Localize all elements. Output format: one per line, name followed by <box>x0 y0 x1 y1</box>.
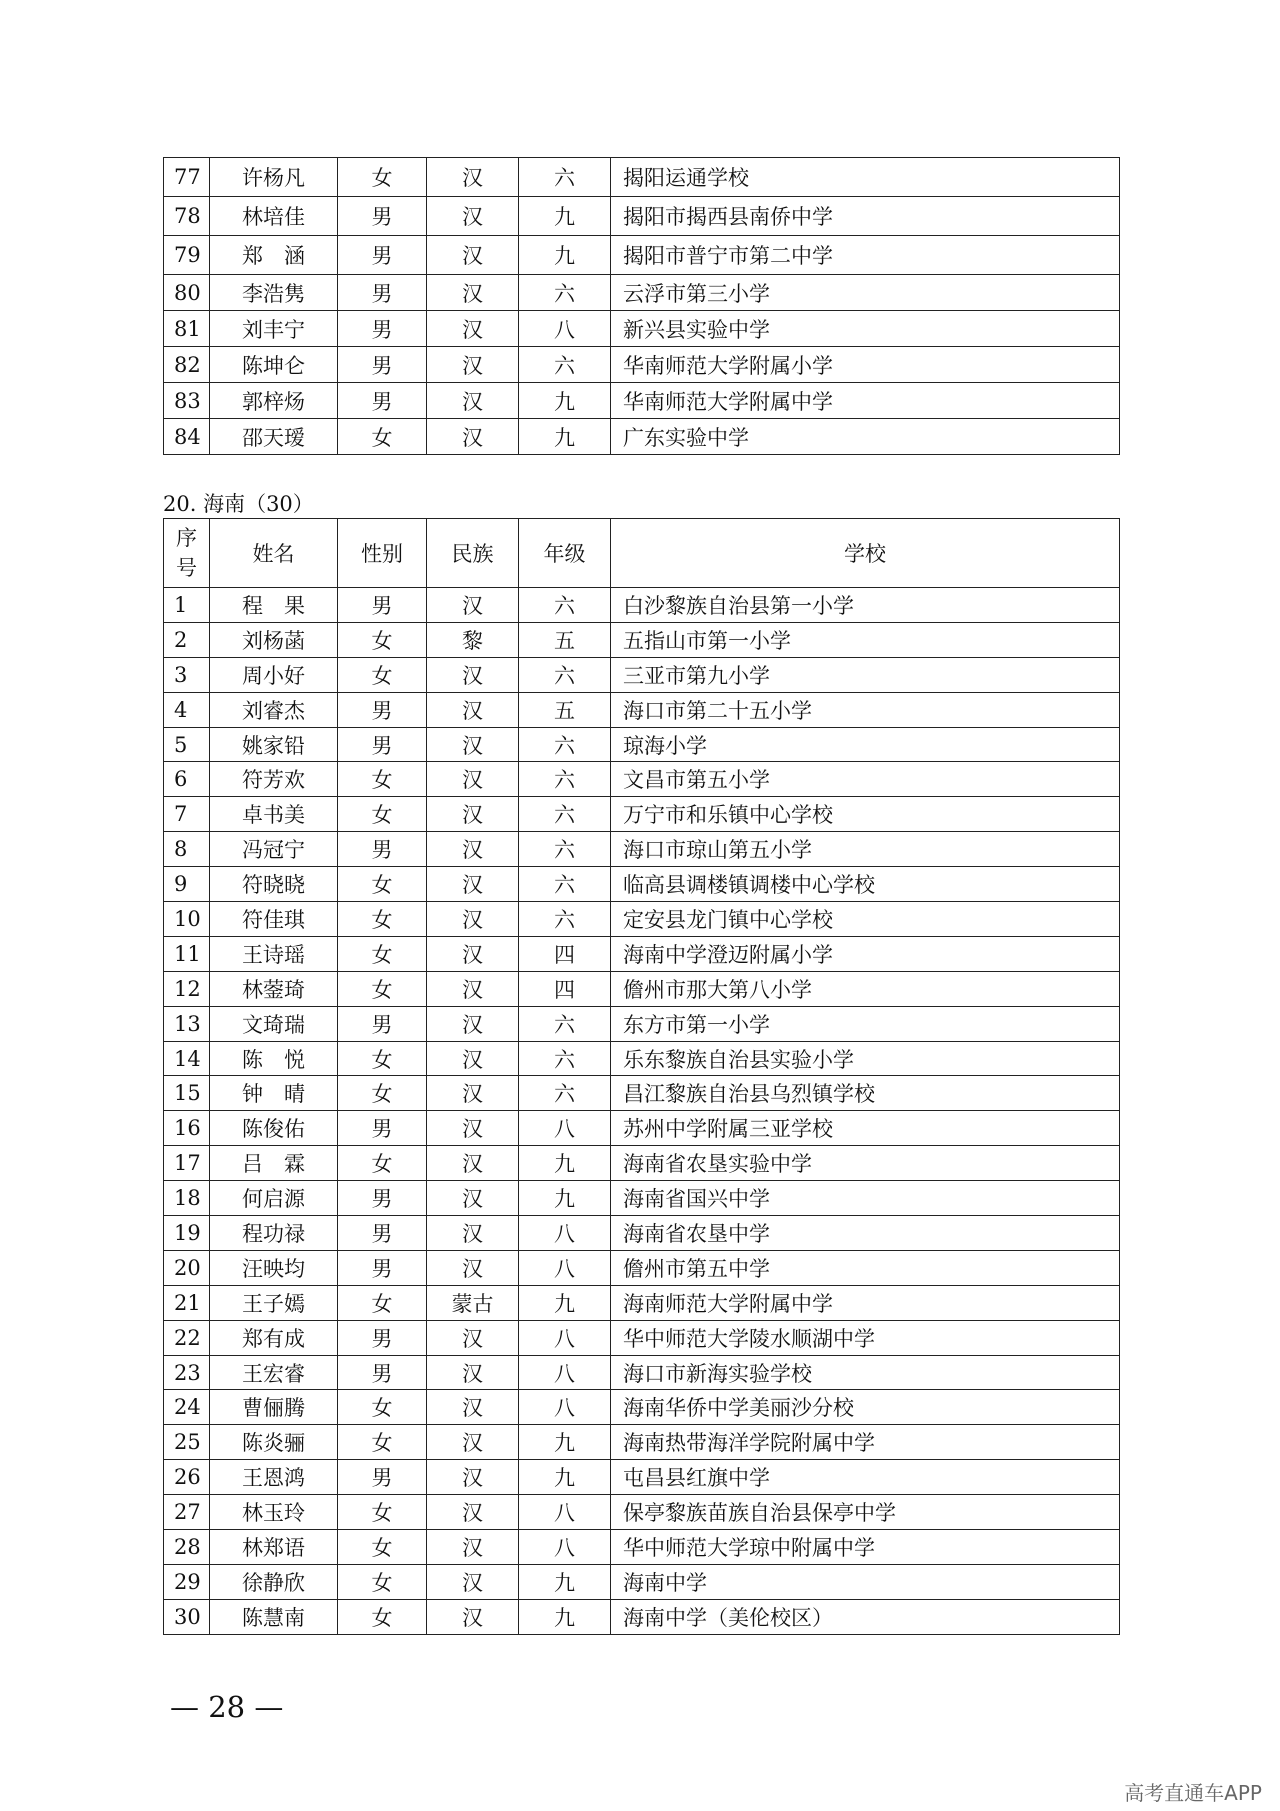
cell-number: 29 <box>164 1564 210 1599</box>
table-row <box>164 1530 1120 1565</box>
table-row <box>164 1460 1120 1495</box>
cell-number: 83 <box>164 383 210 419</box>
table-row <box>164 347 1120 383</box>
cell-number: 15 <box>164 1076 210 1111</box>
section-title: 20. 海南（30） <box>163 492 314 516</box>
cell-name: 郑有成 <box>210 1320 338 1355</box>
cell-name: 林蓥琦 <box>210 971 338 1006</box>
cell-school: 定安县龙门镇中心学校 <box>611 902 1120 937</box>
cell-number: 11 <box>164 936 210 971</box>
cell-number: 19 <box>164 1216 210 1251</box>
cell-gender: 男 <box>338 236 427 275</box>
cell-gender: 男 <box>338 383 427 419</box>
cell-grade: 六 <box>519 902 611 937</box>
cell-grade: 九 <box>519 1599 611 1634</box>
cell-name: 王子嫣 <box>210 1285 338 1320</box>
table-row <box>164 1216 1120 1251</box>
table-row <box>164 197 1120 236</box>
table-row <box>164 1320 1120 1355</box>
cell-number: 78 <box>164 197 210 236</box>
table-row <box>164 1564 1120 1599</box>
cell-grade: 九 <box>519 1146 611 1181</box>
cell-ethnicity: 汉 <box>427 158 519 197</box>
cell-grade: 六 <box>519 832 611 867</box>
cell-name: 林培佳 <box>210 197 338 236</box>
cell-gender: 女 <box>338 867 427 902</box>
cell-name: 汪映均 <box>210 1250 338 1285</box>
table-row <box>164 275 1120 311</box>
cell-grade: 八 <box>519 311 611 347</box>
cell-grade: 九 <box>519 1181 611 1216</box>
table-row <box>164 1006 1120 1041</box>
cell-grade: 六 <box>519 347 611 383</box>
cell-name: 李浩隽 <box>210 275 338 311</box>
cell-grade: 六 <box>519 1041 611 1076</box>
cell-name: 周小好 <box>210 657 338 692</box>
cell-name: 陈炎骊 <box>210 1425 338 1460</box>
cell-ethnicity: 汉 <box>427 727 519 762</box>
cell-school: 屯昌县红旗中学 <box>611 1460 1120 1495</box>
cell-gender: 女 <box>338 797 427 832</box>
cell-number: 17 <box>164 1146 210 1181</box>
cell-grade: 九 <box>519 236 611 275</box>
cell-name: 刘丰宁 <box>210 311 338 347</box>
cell-grade: 九 <box>519 1285 611 1320</box>
table-row <box>164 1285 1120 1320</box>
cell-school: 临高县调楼镇调楼中心学校 <box>611 867 1120 902</box>
cell-grade: 四 <box>519 971 611 1006</box>
cell-grade: 六 <box>519 275 611 311</box>
cell-ethnicity: 汉 <box>427 1599 519 1634</box>
table-row <box>164 1495 1120 1530</box>
table-row <box>164 1425 1120 1460</box>
cell-gender: 男 <box>338 275 427 311</box>
cell-grade: 九 <box>519 419 611 455</box>
cell-number: 16 <box>164 1111 210 1146</box>
cell-ethnicity: 汉 <box>427 1146 519 1181</box>
cell-name: 程 果 <box>210 588 338 623</box>
hainan-table-body <box>164 588 1120 1635</box>
cell-grade: 四 <box>519 936 611 971</box>
table-row <box>164 622 1120 657</box>
cell-name: 钟 晴 <box>210 1076 338 1111</box>
cell-number: 12 <box>164 971 210 1006</box>
cell-grade: 六 <box>519 158 611 197</box>
cell-grade: 六 <box>519 657 611 692</box>
cell-gender: 女 <box>338 1599 427 1634</box>
cell-grade: 八 <box>519 1320 611 1355</box>
cell-gender: 女 <box>338 1564 427 1599</box>
cell-ethnicity: 汉 <box>427 797 519 832</box>
cell-school: 昌江黎族自治县乌烈镇学校 <box>611 1076 1120 1111</box>
cell-name: 何启源 <box>210 1181 338 1216</box>
cell-gender: 男 <box>338 1181 427 1216</box>
cell-gender: 女 <box>338 1495 427 1530</box>
hainan-students-table <box>163 518 1120 1635</box>
cell-ethnicity: 汉 <box>427 588 519 623</box>
cell-ethnicity: 汉 <box>427 1111 519 1146</box>
header-name: 姓名 <box>210 519 338 588</box>
cell-number: 30 <box>164 1599 210 1634</box>
cell-school: 海南省农垦实验中学 <box>611 1146 1120 1181</box>
cell-grade: 八 <box>519 1216 611 1251</box>
table-row <box>164 1041 1120 1076</box>
cell-school: 海南师范大学附属中学 <box>611 1285 1120 1320</box>
cell-ethnicity: 汉 <box>427 1564 519 1599</box>
cell-ethnicity: 汉 <box>427 1530 519 1565</box>
header-grade: 年级 <box>519 519 611 588</box>
cell-name: 卓书美 <box>210 797 338 832</box>
table-row <box>164 158 1120 197</box>
cell-number: 6 <box>164 762 210 797</box>
cell-ethnicity: 汉 <box>427 1495 519 1530</box>
cell-school: 揭阳市揭西县南侨中学 <box>611 197 1120 236</box>
cell-ethnicity: 汉 <box>427 1320 519 1355</box>
header-ethnicity: 民族 <box>427 519 519 588</box>
cell-grade: 九 <box>519 1564 611 1599</box>
cell-ethnicity: 汉 <box>427 1216 519 1251</box>
cell-number: 77 <box>164 158 210 197</box>
cell-gender: 女 <box>338 1390 427 1425</box>
table-row <box>164 902 1120 937</box>
table-row <box>164 692 1120 727</box>
cell-grade: 八 <box>519 1530 611 1565</box>
cell-gender: 女 <box>338 1041 427 1076</box>
cell-number: 23 <box>164 1355 210 1390</box>
cell-number: 14 <box>164 1041 210 1076</box>
table-row <box>164 867 1120 902</box>
cell-name: 符芳欢 <box>210 762 338 797</box>
cell-school: 海南省国兴中学 <box>611 1181 1120 1216</box>
table-row <box>164 1390 1120 1425</box>
cell-gender: 女 <box>338 1530 427 1565</box>
cell-ethnicity: 汉 <box>427 1355 519 1390</box>
cell-school: 云浮市第三小学 <box>611 275 1120 311</box>
cell-number: 20 <box>164 1250 210 1285</box>
cell-ethnicity: 汉 <box>427 1076 519 1111</box>
cell-school: 华南师范大学附属中学 <box>611 383 1120 419</box>
cell-name: 许杨凡 <box>210 158 338 197</box>
cell-gender: 男 <box>338 1216 427 1251</box>
header-number-line1: 序 <box>176 526 197 550</box>
cell-grade: 六 <box>519 867 611 902</box>
cell-school: 海南中学（美伦校区） <box>611 1599 1120 1634</box>
cell-ethnicity: 汉 <box>427 311 519 347</box>
cell-number: 8 <box>164 832 210 867</box>
cell-grade: 八 <box>519 1495 611 1530</box>
cell-grade: 八 <box>519 1355 611 1390</box>
cell-number: 82 <box>164 347 210 383</box>
cell-grade: 五 <box>519 692 611 727</box>
cell-school: 海南中学 <box>611 1564 1120 1599</box>
cell-number: 4 <box>164 692 210 727</box>
cell-name: 林玉玲 <box>210 1495 338 1530</box>
cell-gender: 男 <box>338 1250 427 1285</box>
table-row <box>164 762 1120 797</box>
cell-number: 9 <box>164 867 210 902</box>
cell-school: 新兴县实验中学 <box>611 311 1120 347</box>
cell-gender: 男 <box>338 1355 427 1390</box>
cell-name: 符佳琪 <box>210 902 338 937</box>
table-row <box>164 1076 1120 1111</box>
cell-ethnicity: 汉 <box>427 1041 519 1076</box>
cell-name: 林郑语 <box>210 1530 338 1565</box>
cell-number: 7 <box>164 797 210 832</box>
cell-school: 白沙黎族自治县第一小学 <box>611 588 1120 623</box>
table-row <box>164 419 1120 455</box>
cell-number: 79 <box>164 236 210 275</box>
cell-ethnicity: 汉 <box>427 867 519 902</box>
cell-school: 华中师范大学陵水顺湖中学 <box>611 1320 1120 1355</box>
cell-gender: 女 <box>338 1076 427 1111</box>
cell-grade: 六 <box>519 762 611 797</box>
cell-name: 冯冠宁 <box>210 832 338 867</box>
table-row <box>164 588 1120 623</box>
cell-grade: 八 <box>519 1390 611 1425</box>
table-header-row <box>164 519 1120 588</box>
cell-gender: 男 <box>338 588 427 623</box>
cell-school: 海口市琼山第五小学 <box>611 832 1120 867</box>
cell-gender: 男 <box>338 197 427 236</box>
cell-gender: 女 <box>338 902 427 937</box>
cell-ethnicity: 汉 <box>427 1425 519 1460</box>
cell-name: 郭梓炀 <box>210 383 338 419</box>
header-school: 学校 <box>611 519 1120 588</box>
table-row <box>164 727 1120 762</box>
cell-school: 乐东黎族自治县实验小学 <box>611 1041 1120 1076</box>
cell-grade: 九 <box>519 197 611 236</box>
cell-school: 海南省农垦中学 <box>611 1216 1120 1251</box>
cell-grade: 六 <box>519 588 611 623</box>
students-table-body <box>164 158 1120 455</box>
cell-school: 东方市第一小学 <box>611 1006 1120 1041</box>
cell-gender: 男 <box>338 832 427 867</box>
cell-name: 陈慧南 <box>210 1599 338 1634</box>
cell-school: 万宁市和乐镇中心学校 <box>611 797 1120 832</box>
table-row <box>164 1181 1120 1216</box>
cell-name: 陈坤仑 <box>210 347 338 383</box>
watermark: 高考直通车APP <box>1124 1781 1262 1805</box>
page-number: — 28 — <box>170 1690 284 1724</box>
cell-school: 三亚市第九小学 <box>611 657 1120 692</box>
cell-name: 郑 涵 <box>210 236 338 275</box>
cell-grade: 六 <box>519 1006 611 1041</box>
cell-gender: 男 <box>338 727 427 762</box>
cell-grade: 八 <box>519 1111 611 1146</box>
table-row <box>164 236 1120 275</box>
cell-ethnicity: 汉 <box>427 1006 519 1041</box>
cell-number: 10 <box>164 902 210 937</box>
cell-grade: 六 <box>519 1076 611 1111</box>
cell-name: 徐静欣 <box>210 1564 338 1599</box>
students-table-continued <box>163 157 1120 455</box>
header-number <box>164 519 210 588</box>
cell-ethnicity: 汉 <box>427 347 519 383</box>
cell-ethnicity: 汉 <box>427 936 519 971</box>
cell-number: 21 <box>164 1285 210 1320</box>
cell-number: 3 <box>164 657 210 692</box>
cell-gender: 女 <box>338 936 427 971</box>
cell-number: 13 <box>164 1006 210 1041</box>
cell-number: 80 <box>164 275 210 311</box>
cell-grade: 五 <box>519 622 611 657</box>
cell-school: 海口市第二十五小学 <box>611 692 1120 727</box>
cell-ethnicity: 汉 <box>427 902 519 937</box>
table-row <box>164 657 1120 692</box>
cell-school: 海南华侨中学美丽沙分校 <box>611 1390 1120 1425</box>
table-row <box>164 383 1120 419</box>
cell-name: 刘杨菡 <box>210 622 338 657</box>
table-row <box>164 832 1120 867</box>
cell-number: 5 <box>164 727 210 762</box>
cell-ethnicity: 汉 <box>427 657 519 692</box>
cell-school: 文昌市第五小学 <box>611 762 1120 797</box>
cell-gender: 男 <box>338 311 427 347</box>
cell-number: 18 <box>164 1181 210 1216</box>
cell-name: 吕 霖 <box>210 1146 338 1181</box>
cell-number: 81 <box>164 311 210 347</box>
cell-school: 揭阳市普宁市第二中学 <box>611 236 1120 275</box>
cell-school: 海南热带海洋学院附属中学 <box>611 1425 1120 1460</box>
table-row <box>164 971 1120 1006</box>
cell-grade: 九 <box>519 383 611 419</box>
cell-school: 保亭黎族苗族自治县保亭中学 <box>611 1495 1120 1530</box>
cell-gender: 女 <box>338 1425 427 1460</box>
cell-ethnicity: 汉 <box>427 1390 519 1425</box>
cell-number: 22 <box>164 1320 210 1355</box>
cell-number: 2 <box>164 622 210 657</box>
cell-ethnicity: 汉 <box>427 419 519 455</box>
cell-name: 王恩鸿 <box>210 1460 338 1495</box>
cell-school: 五指山市第一小学 <box>611 622 1120 657</box>
cell-grade: 六 <box>519 727 611 762</box>
cell-gender: 女 <box>338 1285 427 1320</box>
cell-ethnicity: 黎 <box>427 622 519 657</box>
cell-school: 揭阳运通学校 <box>611 158 1120 197</box>
cell-gender: 男 <box>338 347 427 383</box>
cell-gender: 女 <box>338 971 427 1006</box>
cell-number: 26 <box>164 1460 210 1495</box>
cell-ethnicity: 汉 <box>427 971 519 1006</box>
cell-ethnicity: 汉 <box>427 1250 519 1285</box>
cell-ethnicity: 汉 <box>427 832 519 867</box>
cell-school: 儋州市第五中学 <box>611 1250 1120 1285</box>
table-row <box>164 1111 1120 1146</box>
table-row <box>164 936 1120 971</box>
cell-gender: 男 <box>338 1460 427 1495</box>
cell-ethnicity: 汉 <box>427 275 519 311</box>
cell-name: 文琦瑞 <box>210 1006 338 1041</box>
cell-name: 陈 悦 <box>210 1041 338 1076</box>
cell-name: 程功禄 <box>210 1216 338 1251</box>
cell-number: 25 <box>164 1425 210 1460</box>
header-number-line2: 号 <box>176 556 197 580</box>
cell-name: 王诗瑶 <box>210 936 338 971</box>
table-row <box>164 311 1120 347</box>
cell-school: 海口市新海实验学校 <box>611 1355 1120 1390</box>
cell-gender: 男 <box>338 1320 427 1355</box>
cell-ethnicity: 汉 <box>427 1460 519 1495</box>
cell-name: 邵天瑷 <box>210 419 338 455</box>
cell-name: 陈俊佑 <box>210 1111 338 1146</box>
cell-school: 华南师范大学附属小学 <box>611 347 1120 383</box>
cell-name: 王宏睿 <box>210 1355 338 1390</box>
cell-name: 符晓晓 <box>210 867 338 902</box>
header-gender: 性别 <box>338 519 427 588</box>
cell-school: 苏州中学附属三亚学校 <box>611 1111 1120 1146</box>
cell-number: 28 <box>164 1530 210 1565</box>
table-row <box>164 1355 1120 1390</box>
cell-name: 刘睿杰 <box>210 692 338 727</box>
cell-grade: 九 <box>519 1460 611 1495</box>
cell-school: 广东实验中学 <box>611 419 1120 455</box>
cell-ethnicity: 汉 <box>427 197 519 236</box>
cell-school: 华中师范大学琼中附属中学 <box>611 1530 1120 1565</box>
cell-gender: 女 <box>338 622 427 657</box>
table-row <box>164 1599 1120 1634</box>
cell-name: 姚家铅 <box>210 727 338 762</box>
cell-ethnicity: 汉 <box>427 1181 519 1216</box>
cell-school: 琼海小学 <box>611 727 1120 762</box>
cell-number: 1 <box>164 588 210 623</box>
cell-grade: 八 <box>519 1250 611 1285</box>
cell-ethnicity: 汉 <box>427 236 519 275</box>
cell-gender: 女 <box>338 419 427 455</box>
cell-gender: 男 <box>338 1006 427 1041</box>
cell-name: 曹俪腾 <box>210 1390 338 1425</box>
cell-grade: 六 <box>519 797 611 832</box>
cell-gender: 男 <box>338 1111 427 1146</box>
table-row <box>164 1146 1120 1181</box>
cell-gender: 女 <box>338 657 427 692</box>
table-row <box>164 1250 1120 1285</box>
cell-school: 海南中学澄迈附属小学 <box>611 936 1120 971</box>
cell-ethnicity: 汉 <box>427 692 519 727</box>
cell-grade: 九 <box>519 1425 611 1460</box>
cell-gender: 女 <box>338 1146 427 1181</box>
table-row <box>164 797 1120 832</box>
cell-ethnicity: 汉 <box>427 762 519 797</box>
cell-gender: 女 <box>338 158 427 197</box>
cell-number: 84 <box>164 419 210 455</box>
cell-number: 24 <box>164 1390 210 1425</box>
cell-school: 儋州市那大第八小学 <box>611 971 1120 1006</box>
cell-gender: 男 <box>338 692 427 727</box>
cell-ethnicity: 汉 <box>427 383 519 419</box>
cell-number: 27 <box>164 1495 210 1530</box>
cell-ethnicity: 蒙古 <box>427 1285 519 1320</box>
cell-gender: 女 <box>338 762 427 797</box>
